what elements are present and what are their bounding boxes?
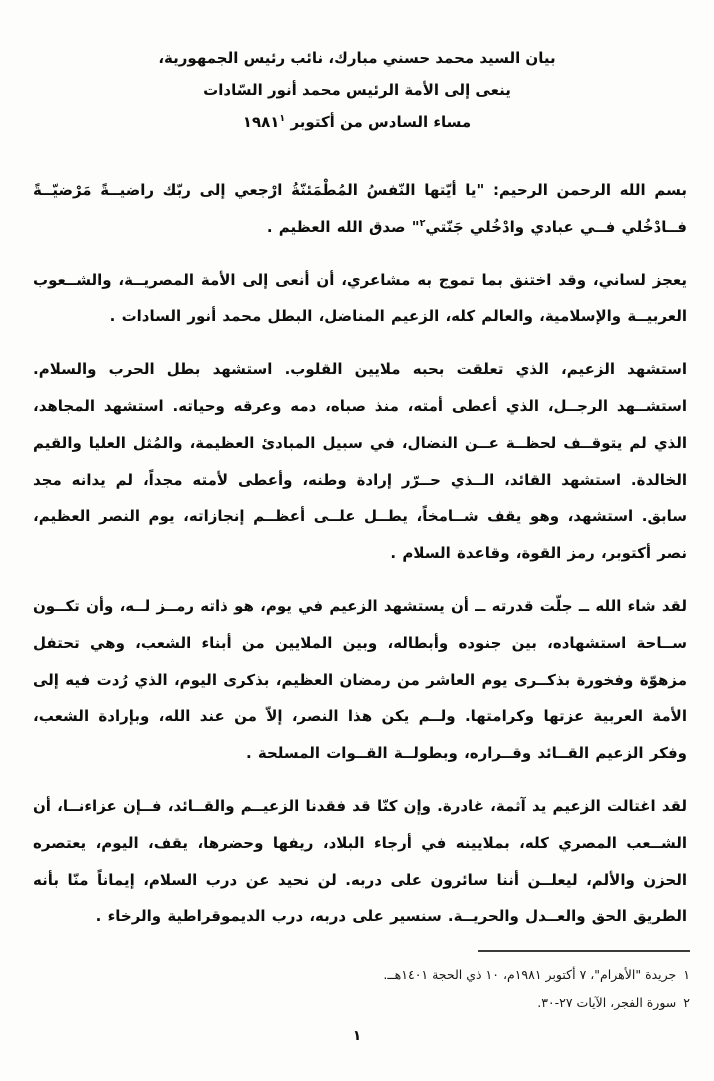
footnote-1-number: ١ <box>683 967 690 982</box>
document-body <box>0 138 714 935</box>
footnote-1 <box>24 961 690 989</box>
paragraph-quran-quote <box>33 172 687 246</box>
title-line-2: ينعى إلى الأمة الرئيس محمد أنور السّادات <box>203 81 511 99</box>
document-title <box>0 0 714 138</box>
footnotes-section <box>24 950 690 1017</box>
quran-quote-closing: " صدق الله العظيم . <box>266 217 420 236</box>
paragraph-martyrdom: استشهد الزعيم، الذي تعلقت بحبه ملايين القلوب. استشهد بطل الحرب والسلام. استشــهد الرجــل، الذي أعطى أمته، منذ صباه، دمه وعرقه وحياته. استشهد المجاهد، الذي لم يتوقــف لحظــة عــن النضال، في سبيل المبادئ العظيمة، والمُثل العليا والقيم الخالدة. استشهد القائد، الــذي حــرّر إرادة وطنه، وأعطى لأمته مجداً، لم يدانه مجد سابق. استشهد، وهو يقف شــامخاً، يطــل علــى أعظــم إنجازاته، يوم النصر العظيم، نصر أكتوبر، رمز القوة، وقاعدة السلام . <box>33 360 687 563</box>
title-date-text: مساء السادس من أكتوبر ١٩٨١ <box>242 113 472 131</box>
title-line-3 <box>0 106 714 138</box>
footnote-ref-1: ١ <box>279 113 286 124</box>
footnote-2-number: ٢ <box>683 995 690 1010</box>
title-line-1: بيان السيد محمد حسني مبارك، نائب رئيس الجمهورية، <box>158 49 556 67</box>
paragraph-eulogy-intro: يعجز لساني، وقد اختنق بما تموج به مشاعري، أن أنعى إلى الأمة المصريــة، والشــعوب العربيــة والإسلامية، والعالم كله، الزعيم المناضل، البطل محمد أنور السادات . <box>33 270 687 326</box>
footnote-2-text: سورة الفجر، الآيات ٢٧-٣٠. <box>537 995 677 1010</box>
page-number: ١ <box>352 1028 362 1044</box>
footnote-1-text: جريدة "الأهرام"، ٧ أكتوبر ١٩٨١م، ١٠ ذي الحجة ١٤٠١هــ. <box>383 967 677 982</box>
footnote-2 <box>24 989 690 1017</box>
footnote-ref-2: ٢ <box>419 217 426 229</box>
paragraph-destiny: لقد شاء الله ــ جلّت قدرته ــ أن يستشهد الزعيم في يوم، هو ذاته رمــز لــه، وأن تكــون ســاحة استشهاده، بين جنوده وأبطاله، وبين الملايين من أبناء الشعب، وهي تحتفل مزهوّة وفخورة بذكــرى يوم العاشر من رمضان العظيم، بذكرى اليوم، الذي رُدت فيه إلى الأمة العربية عزتها وكرامتها. ولــم يكن هذا النصر، إلاّ من عند الله، وبإرادة الشعب، وفكر الزعيم القــائد وقــراره، وبطولــة القــوات المسلحة . <box>33 596 687 763</box>
paragraph-assassination: لقد اغتالت الزعيم يد آثمة، غادرة. وإن كنّا قد فقدنا الزعيــم والقــائد، فــإن عزاءنــا، أن الشــعب المصري كله، بملايينه في أرجاء البلاد، ريفها وحضرها، يقف، اليوم، يعتصره الحزن والألم، ليعلــن أننا سائرون على دربه. لن نحيد عن درب السلام، إيماناً منّا بأنه الطريق الحق والعــدل والحريــة. سنسير على دربه، درب الديموقراطية والرخاء . <box>33 796 687 926</box>
quran-quote-text: بسم الله الرحمن الرحيم: "يا أيّتها النّفسُ المُطْمَئنّةُ ارْجعي إلى ربّك راضيــةً مَرْضيّــةً فــادْخُلي فــي عبادي وادْخُلي جَنّتي <box>33 181 687 236</box>
footnote-separator <box>478 950 690 952</box>
